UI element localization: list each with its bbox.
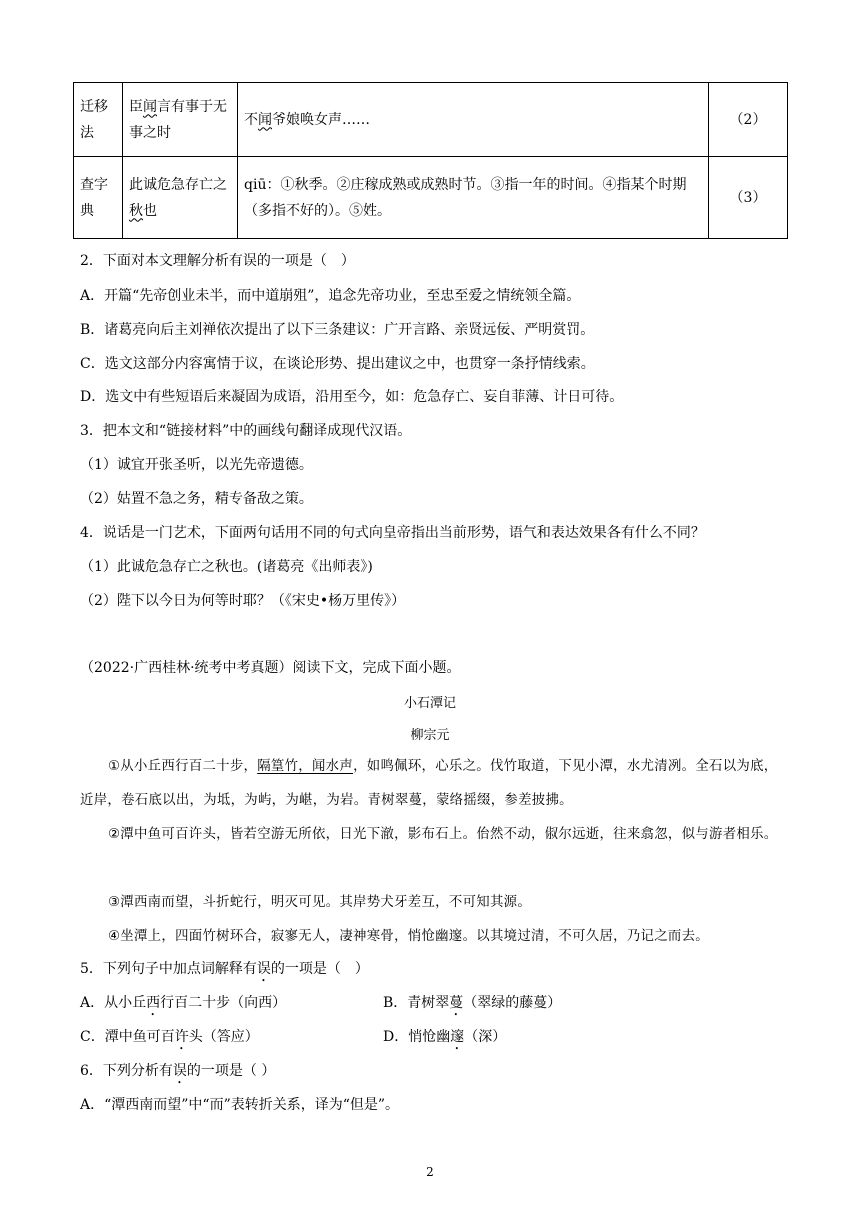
passage-paragraph-4: ④坐潭上，四面竹树环合，寂寥无人，凄神寒骨，悄怆幽邃。以其境过清，不可久居，乃记之而去。 [108, 929, 709, 944]
question-5-option-c: C．潭中鱼可百许头（答应） [80, 1029, 259, 1045]
question-2-option-c: C．选文这部分内容寓情于议，在谈论形势、提出建议之中，也贯穿一条抒情线索。 [80, 356, 595, 372]
question-2-option-a: A．开篇“先帝创业未半，而中道崩殂”，追念先帝功业，至忠至爱之情统领全篇。 [80, 288, 581, 304]
table-row [74, 157, 788, 239]
question-5-option-b: B．青树翠蔓（翠绿的藤蔓） [383, 995, 562, 1011]
passage-paragraph-1: ①从小丘西行百二十步，隔篁竹，闻水声，如鸣佩环，心乐之。伐竹取道，下见小潭，水尤清冽。全石以为底，近岸，卷石底以出，为坻，为屿，为嵁，为岩。青树翠蔓，蒙络摇缀，参差披拂。 [80, 759, 778, 808]
question-3-stem: 3．把本文和“链接材料”中的画线句翻译成现代汉语。 [80, 423, 412, 439]
explain-cell: 不闻爷娘唤女声…… [238, 83, 709, 157]
passage-paragraph-2: ②潭中鱼可百许头，皆若空游无所依，日光下澈，影布石上。佁然不动，俶尔远逝，往来翕忽，似与游者相乐。 [108, 827, 778, 842]
passage-paragraph-3: ③潭西南而望，斗折蛇行，明灭可见。其岸势犬牙差互，不可知其源。 [108, 895, 532, 910]
question-3-sentence-2: （2）姑置不急之务，精专备敌之策。 [80, 491, 313, 507]
score-cell: （3） [709, 157, 788, 239]
score-cell: （2） [709, 83, 788, 157]
question-4-stem: 4．说话是一门艺术，下面两句话用不同的句式向皇帝指出当前形势，语气和表达效果各有什么不同？ [80, 525, 705, 541]
method-cell: 迁移法 [74, 83, 123, 157]
question-2-stem: 2．下面对本文理解分析有误的一项是（ ） [80, 253, 355, 269]
question-2-option-b: B．诸葛亮向后主刘禅依次提出了以下三条建议：广开言路、亲贤远佞、严明赏罚。 [80, 322, 595, 338]
sentence-cell: 臣闻言有事于无事之时 [123, 83, 238, 157]
question-6-stem: 6．下列分析有误的一项是（ ） [80, 1063, 276, 1079]
table-row [74, 83, 788, 157]
question-5-stem: 5．下列句子中加点词解释有误的一项是（ ） [80, 961, 369, 977]
question-3-sentence-1: （1）诚宜开张圣听，以光先帝遗德。 [80, 457, 313, 473]
explain-cell: qiū：①秋季。②庄稼成熟或成熟时节。③指一年的时间。④指某个时期（多指不好的）。⑤姓。 [238, 157, 709, 239]
question-2-option-d: D．选文中有些短语后来凝固为成语，沿用至今，如：危急存亡、妄自菲薄、计日可待。 [80, 389, 624, 405]
sentence-cell: 此诚危急存亡之秋也 [123, 157, 238, 239]
question-6-option-a: A．“潭西南而望”中“而”表转折关系，译为“但是”。 [80, 1097, 400, 1113]
question-5-option-d: D．悄怆幽邃（深） [383, 1029, 507, 1045]
passage-title: 小石潭记 [403, 696, 456, 711]
passage-author: 柳宗元 [410, 728, 450, 743]
question-4-sentence-1: （1）此诚危急存亡之秋也。(诸葛亮《出师表》) [80, 559, 373, 575]
method-cell: 查字典 [74, 157, 123, 239]
question-4-sentence-2: （2）陛下以今日为何等时耶？（《宋史•杨万里传》） [80, 593, 406, 609]
method-table [73, 82, 788, 239]
page-number: 2 [426, 1165, 434, 1179]
question-5-option-a: A．从小丘西行百二十步（向西） [80, 995, 287, 1011]
passage-source: （2022·广西桂林·统考中考真题）阅读下文，完成下面小题。 [80, 660, 461, 676]
